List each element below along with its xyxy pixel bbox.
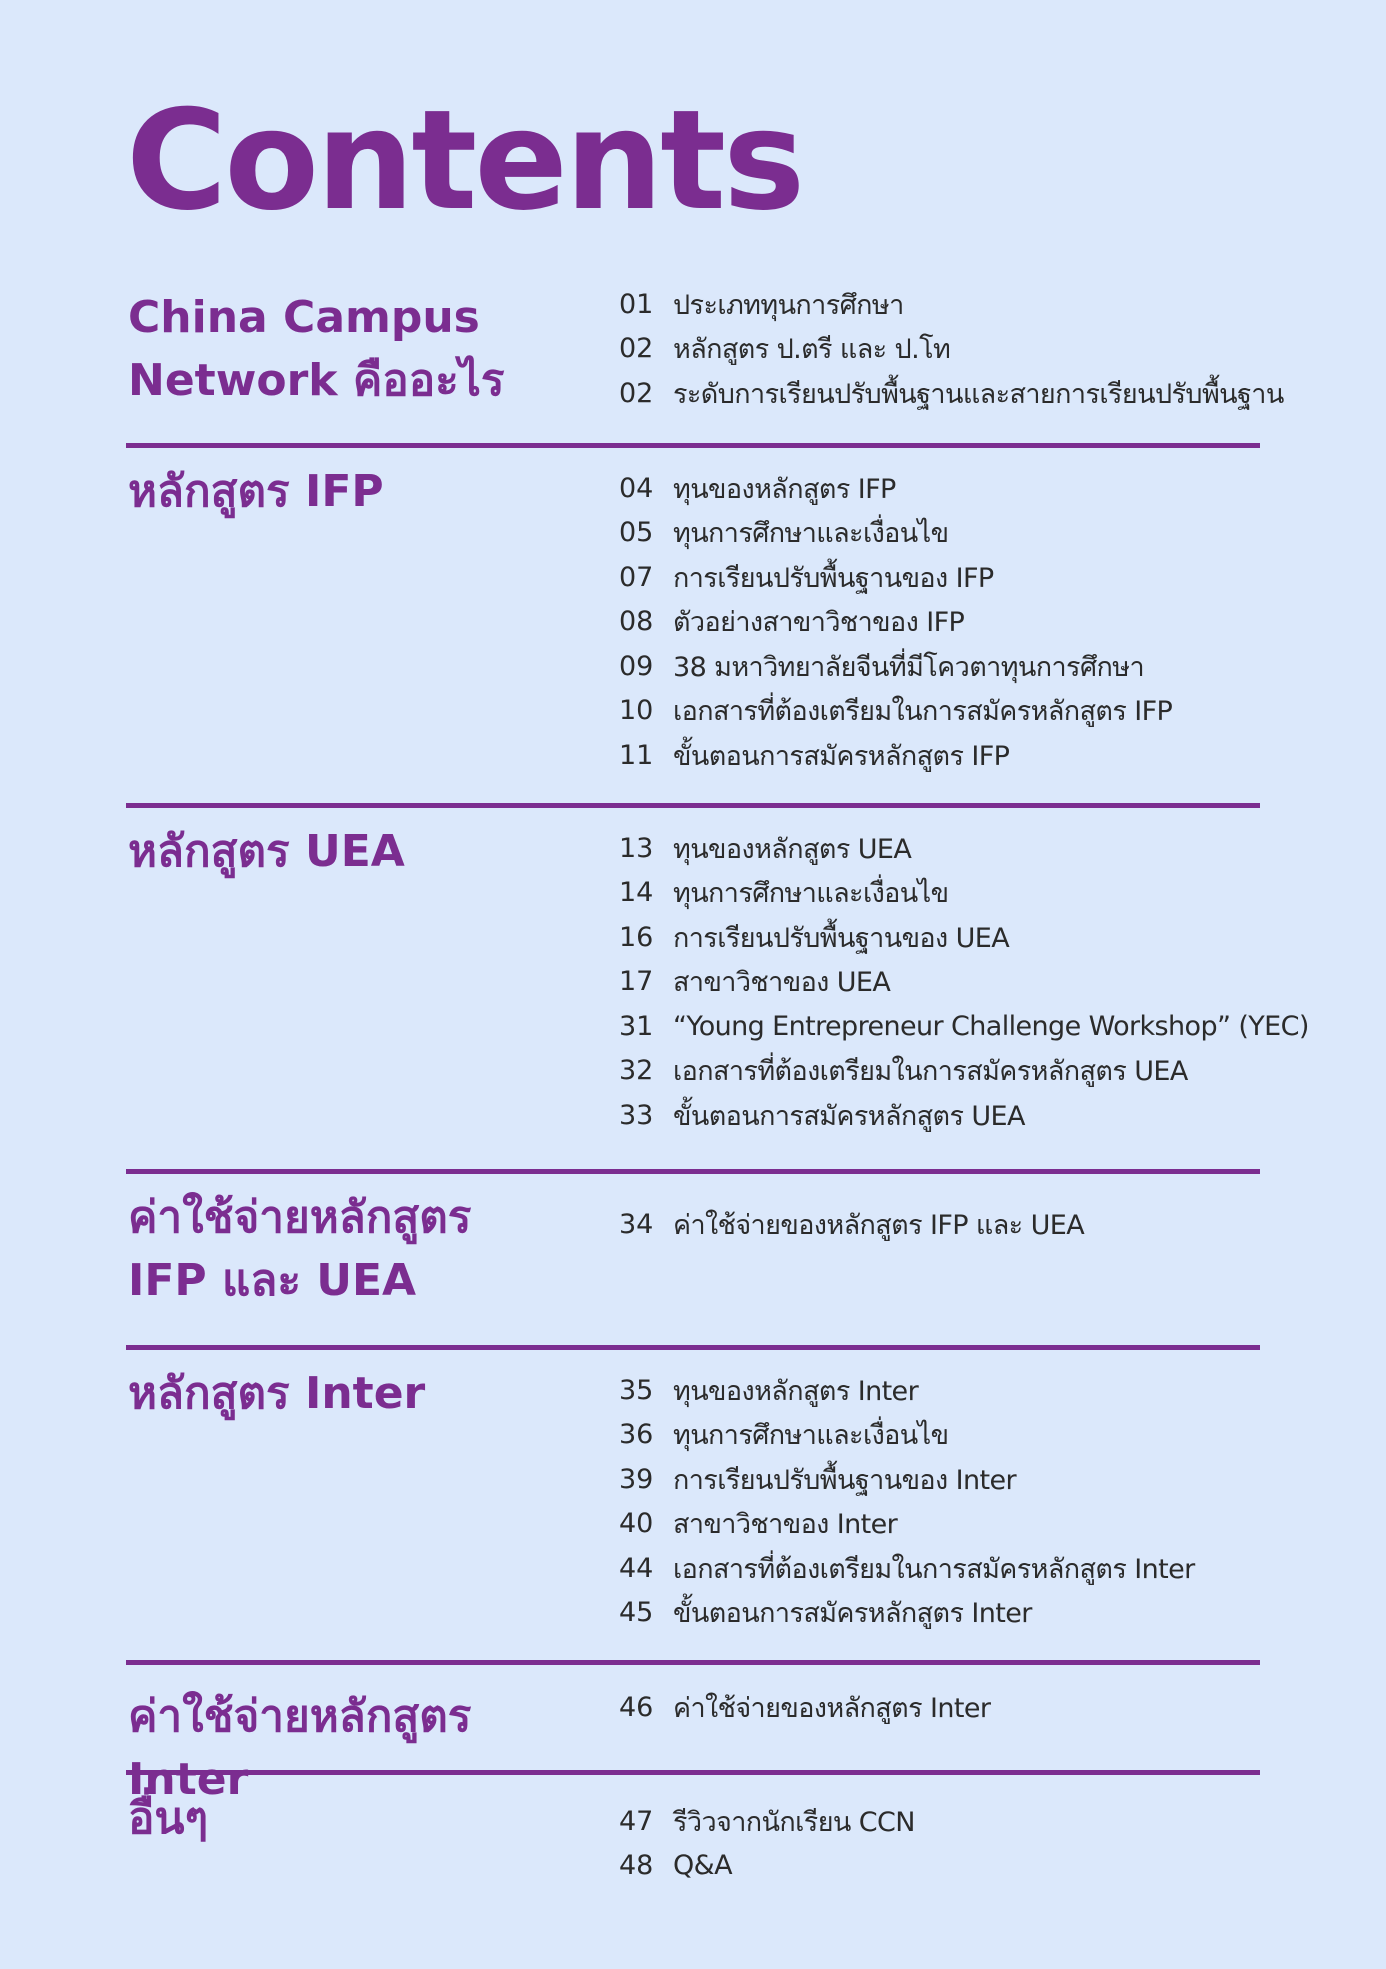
page-number: 14 (619, 877, 654, 909)
page-number: 10 (619, 695, 654, 727)
section-heading: หลักสูตร UEA (128, 826, 405, 877)
page-number: 36 (619, 1419, 654, 1451)
section-heading: หลักสูตร IFP (128, 466, 384, 517)
entry-title: ค่าใช้จ่ายของหลักสูตร Inter (673, 1692, 991, 1724)
toc-entry[interactable] (619, 1546, 1195, 1591)
entry-title: Q&A (673, 1850, 732, 1882)
table-of-contents (126, 286, 1309, 1920)
entry-title: เอกสารที่ต้องเตรียมในการสมัครหลักสูตร Inter (673, 1553, 1195, 1585)
page-number: 45 (619, 1597, 654, 1629)
entry-title: ระดับการเรียนปรับพื้นฐานและสายการเรียนปรับพื้นฐาน (673, 378, 1284, 410)
toc-entry[interactable] (619, 1844, 915, 1889)
entry-title: ทุนของหลักสูตร IFP (673, 473, 896, 505)
section-heading: ค่าใช้จ่ายหลักสูตร IFP และ UEA (128, 1192, 472, 1306)
toc-entry[interactable] (619, 915, 1309, 960)
section-heading: China Campus Network คืออะไร (128, 292, 505, 406)
page-number: 16 (619, 921, 654, 953)
page-number: 33 (619, 1099, 654, 1131)
entry-title: ขั้นตอนการสมัครหลักสูตร IFP (673, 740, 1010, 772)
page-number: 13 (619, 832, 654, 864)
toc-entry[interactable] (619, 371, 1284, 416)
toc-entry[interactable] (619, 644, 1172, 689)
page-number: 05 (619, 517, 654, 549)
entry-list (619, 1368, 1195, 1635)
toc-section-ccn (126, 286, 1284, 443)
toc-entry[interactable] (619, 600, 1172, 645)
entry-title: สาขาวิชาของ UEA (673, 967, 891, 999)
entry-title: เอกสารที่ต้องเตรียมในการสมัครหลักสูตร UEA (673, 1056, 1188, 1088)
page-number: 47 (619, 1805, 654, 1837)
toc-entry[interactable] (619, 689, 1172, 734)
entry-title: หลักสูตร ป.ตรี และ ป.โท (673, 334, 951, 366)
entry-title: การเรียนปรับพื้นฐานของ UEA (673, 922, 1010, 954)
page-number: 02 (619, 333, 654, 365)
toc-section-others (126, 1770, 1260, 1920)
page-number: 46 (619, 1691, 654, 1723)
page-number: 48 (619, 1850, 654, 1882)
entry-title: การเรียนปรับพื้นฐานของ IFP (673, 562, 994, 594)
entry-title: ประเภททุนการศึกษา (673, 289, 904, 321)
toc-section-inter (126, 1345, 1260, 1660)
toc-entry[interactable] (619, 960, 1309, 1005)
entry-list (619, 1799, 915, 1888)
toc-entry[interactable] (619, 826, 1309, 871)
entry-list (619, 466, 1172, 778)
entry-title: ทุนการศึกษาและเงื่อนไข (673, 878, 949, 910)
entry-title: ตัวอย่างสาขาวิชาของ IFP (673, 607, 965, 639)
page-number: 40 (619, 1508, 654, 1540)
entry-title: ทุนการศึกษาและเงื่อนไข (673, 518, 949, 550)
toc-entry[interactable] (619, 1368, 1195, 1413)
toc-entry[interactable] (619, 282, 1284, 327)
page-number: 32 (619, 1055, 654, 1087)
page-number: 44 (619, 1552, 654, 1584)
section-heading: ค่าใช้จ่ายหลักสูตร Inter (128, 1691, 472, 1805)
page-number: 04 (619, 472, 654, 504)
entry-list (619, 826, 1309, 1138)
page-number: 39 (619, 1463, 654, 1495)
toc-section-inter-costs (126, 1660, 1260, 1805)
page-number: 11 (619, 739, 654, 771)
entry-title: การเรียนปรับพื้นฐานของ Inter (673, 1464, 1016, 1496)
toc-entry[interactable] (619, 1093, 1309, 1138)
entry-list (619, 1685, 990, 1730)
page-number: 01 (619, 288, 654, 320)
toc-entry[interactable] (619, 327, 1284, 372)
toc-entry[interactable] (619, 511, 1172, 556)
toc-entry[interactable] (619, 1004, 1309, 1049)
page-title: Contents (126, 80, 803, 241)
entry-title: ขั้นตอนการสมัครหลักสูตร Inter (673, 1598, 1032, 1630)
toc-section-uea (126, 803, 1309, 1169)
entry-title: ทุนของหลักสูตร Inter (673, 1375, 919, 1407)
toc-entry[interactable] (619, 871, 1309, 916)
page-number: 02 (619, 377, 654, 409)
toc-entry[interactable] (619, 466, 1172, 511)
toc-entry[interactable] (619, 1457, 1195, 1502)
entry-title: สาขาวิชาของ Inter (673, 1509, 898, 1541)
page-number: 34 (619, 1208, 654, 1240)
entry-list (619, 282, 1284, 416)
entry-title: “Young Entrepreneur Challenge Workshop” (YEC) (673, 1010, 1309, 1042)
section-heading: หลักสูตร Inter (128, 1368, 426, 1419)
entry-title: ทุนการศึกษาและเงื่อนไข (673, 1420, 949, 1452)
toc-entry[interactable] (619, 1502, 1195, 1547)
entry-title: 38 มหาวิทยาลัยจีนที่มีโควตาทุนการศึกษา (673, 651, 1145, 683)
entry-title: เอกสารที่ต้องเตรียมในการสมัครหลักสูตร IFP (673, 696, 1173, 728)
toc-entry[interactable] (619, 1413, 1195, 1458)
entry-title: ขั้นตอนการสมัครหลักสูตร UEA (673, 1100, 1025, 1132)
toc-entry[interactable] (619, 1202, 1084, 1247)
toc-entry[interactable] (619, 733, 1172, 778)
page-number: 07 (619, 561, 654, 593)
toc-entry[interactable] (619, 1049, 1309, 1094)
toc-section-ifp-uea-costs (126, 1169, 1260, 1345)
entry-title: ทุนของหลักสูตร UEA (673, 833, 912, 865)
page-number: 31 (619, 1010, 654, 1042)
page-number: 35 (619, 1374, 654, 1406)
page-number: 09 (619, 650, 654, 682)
entry-list (619, 1202, 1084, 1247)
toc-entry[interactable] (619, 1591, 1195, 1636)
toc-section-ifp (126, 443, 1260, 803)
toc-entry[interactable] (619, 555, 1172, 600)
page-number: 08 (619, 606, 654, 638)
page-number: 17 (619, 966, 654, 998)
entry-title: ค่าใช้จ่ายของหลักสูตร IFP และ UEA (673, 1209, 1085, 1241)
toc-entry[interactable] (619, 1685, 990, 1730)
section-heading: อื่นๆ (128, 1793, 209, 1844)
entry-title: รีวิวจากนักเรียน CCN (673, 1806, 915, 1838)
toc-entry[interactable] (619, 1799, 915, 1844)
